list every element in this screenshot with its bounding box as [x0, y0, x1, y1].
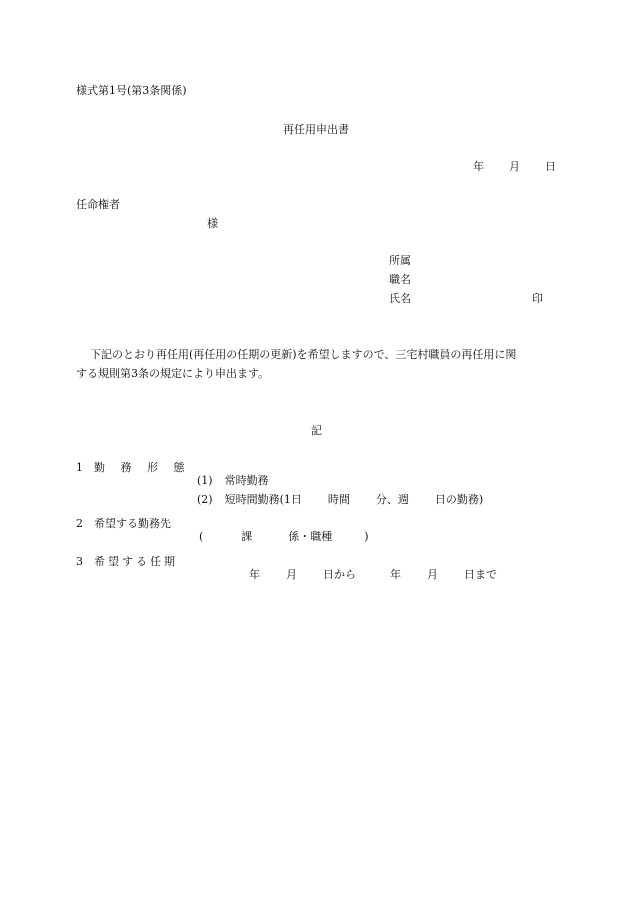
date-year-label: 年: [473, 160, 484, 173]
item3-to-month: 月: [427, 568, 438, 581]
document-title: 再任用申出書: [283, 123, 349, 136]
item1-option2-text-d: 日の勤務): [434, 493, 484, 506]
item2-close-paren: ): [364, 530, 369, 543]
item1-option2-number: (2): [197, 493, 213, 506]
item1-number: 1: [76, 461, 83, 474]
form-number: 様式第1号(第3条関係): [76, 84, 187, 97]
item2-section: 課: [241, 530, 253, 543]
item3-label: 希望する任期: [94, 555, 178, 568]
body-text-line1: 下記のとおり再任用(再任用の任期の更新)を希望しますので、三宅村職員の再任用に関: [90, 348, 517, 361]
item3-from-month: 月: [286, 568, 297, 581]
item1-label: 勤 務 形 態: [94, 461, 185, 474]
item2-subsection: 係・職種: [288, 530, 333, 543]
date-month-label: 月: [509, 160, 520, 173]
item3-from-year: 年: [249, 568, 260, 581]
item3-to-day: 日まで: [464, 568, 497, 581]
item2-open-paren: (: [199, 530, 204, 543]
body-text-line2: する規則第3条の規定により申出ます。: [76, 367, 270, 380]
addressee-honorific: 様: [207, 217, 218, 230]
item2-value: [192, 517, 369, 543]
item1-option2: [190, 480, 483, 506]
affiliation-label: 所属: [389, 254, 411, 267]
ki-heading: 記: [311, 424, 322, 437]
item3-value: [242, 555, 497, 581]
date-day-label: 日: [545, 160, 556, 173]
item2-label: 希望する勤務先: [94, 517, 171, 530]
item1-option2-text-b: 時間: [327, 493, 350, 506]
post-label: 職名: [389, 273, 411, 286]
addressee-label: 任命権者: [76, 198, 120, 211]
item1-option1-text: 常時勤務: [224, 474, 269, 487]
name-label: 氏名: [389, 292, 411, 305]
item3-number: 3: [76, 555, 83, 568]
item3-to-year: 年: [390, 568, 401, 581]
item2-number: 2: [76, 517, 83, 530]
item3-from-day: 日から: [323, 568, 356, 581]
item1-option2-text-c: 分、週: [375, 493, 409, 506]
seal-label: 印: [532, 292, 543, 305]
item1-option2-text-a: 短時間勤務(1日: [224, 493, 302, 506]
item1-option1-number: (1): [197, 474, 213, 487]
